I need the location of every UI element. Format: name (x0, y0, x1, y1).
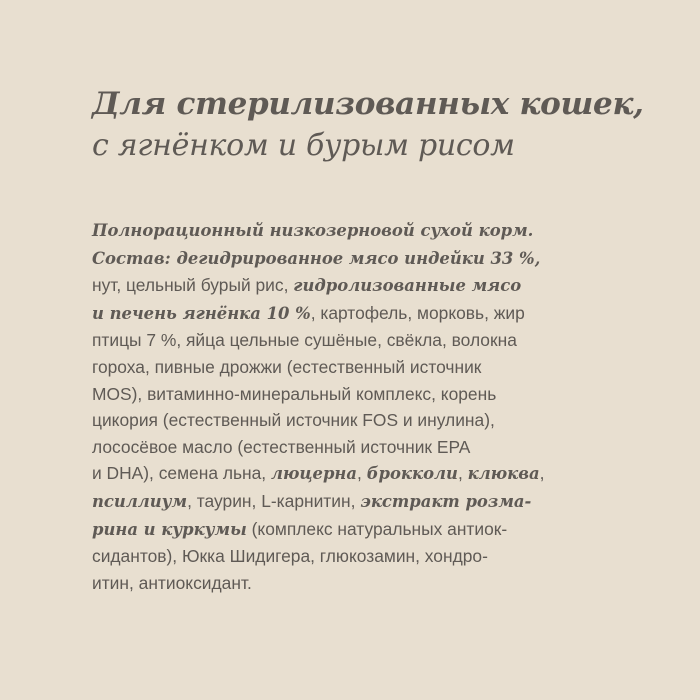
composition-text (92, 217, 612, 596)
text-span: гороха, пивные дрожжи (естественный источник (92, 356, 482, 377)
composition-line (92, 460, 612, 488)
text-span-bold: Полнорационный низкозерновой сухой корм. (92, 221, 534, 240)
text-span: и DHA), семена льна, (92, 463, 271, 484)
text-span: нут, цельный бурый рис, (92, 275, 294, 296)
text-span: , (457, 463, 468, 484)
composition-line (92, 272, 612, 300)
text-span: цикория (естественный источник FOS и инулина), (92, 410, 495, 431)
text-span-bold: брокколи (366, 464, 458, 484)
text-span-bold: псиллиум (92, 491, 188, 511)
composition-line (92, 327, 612, 354)
text-span: (комплекс натуральных антиок- (246, 518, 508, 539)
text-span-bold: клюква (467, 464, 540, 484)
composition-line (92, 300, 612, 328)
composition-line (92, 245, 612, 273)
text-span: итин, антиоксидант. (92, 572, 252, 593)
text-span: лососёвое масло (естественный источник EPA (92, 436, 471, 457)
text-span: , картофель, морковь, жир (310, 302, 525, 323)
composition-line (92, 488, 612, 516)
text-span-bold: экстракт розма- (360, 491, 532, 511)
title-line-1: Для стерилизованных кошек, (92, 86, 644, 122)
composition-line (92, 516, 612, 544)
composition-line (92, 543, 612, 570)
text-span: сидантов), Юкка Шидигера, глюкозамин, хондро- (92, 546, 488, 567)
composition-line (92, 217, 612, 245)
text-span: , (357, 463, 367, 484)
composition-line (92, 354, 612, 381)
composition-line (92, 434, 612, 461)
text-span-bold: и печень ягнёнка 10 % (92, 303, 311, 323)
composition-line (92, 407, 612, 434)
text-span-bold: рина и куркумы (92, 519, 247, 539)
text-span-bold: люцерна (270, 464, 358, 484)
title-line-2: с ягнёнком и бурым рисом (92, 128, 515, 163)
text-span: птицы 7 %, яйца цельные сушёные, свёкла, волокна (92, 330, 517, 351)
text-span-bold: Состав: дегидрированное мясо индейки 33 %, (92, 248, 541, 268)
text-span-bold: гидролизованные мясо (293, 276, 522, 296)
text-span: , (539, 463, 545, 484)
composition-line (92, 570, 612, 597)
product-title (92, 83, 652, 167)
text-span: , таурин, L-карнитин, (187, 490, 361, 511)
text-span: MOS), витаминно-минеральный комплекс, корень (92, 383, 497, 404)
composition-line (92, 381, 612, 408)
